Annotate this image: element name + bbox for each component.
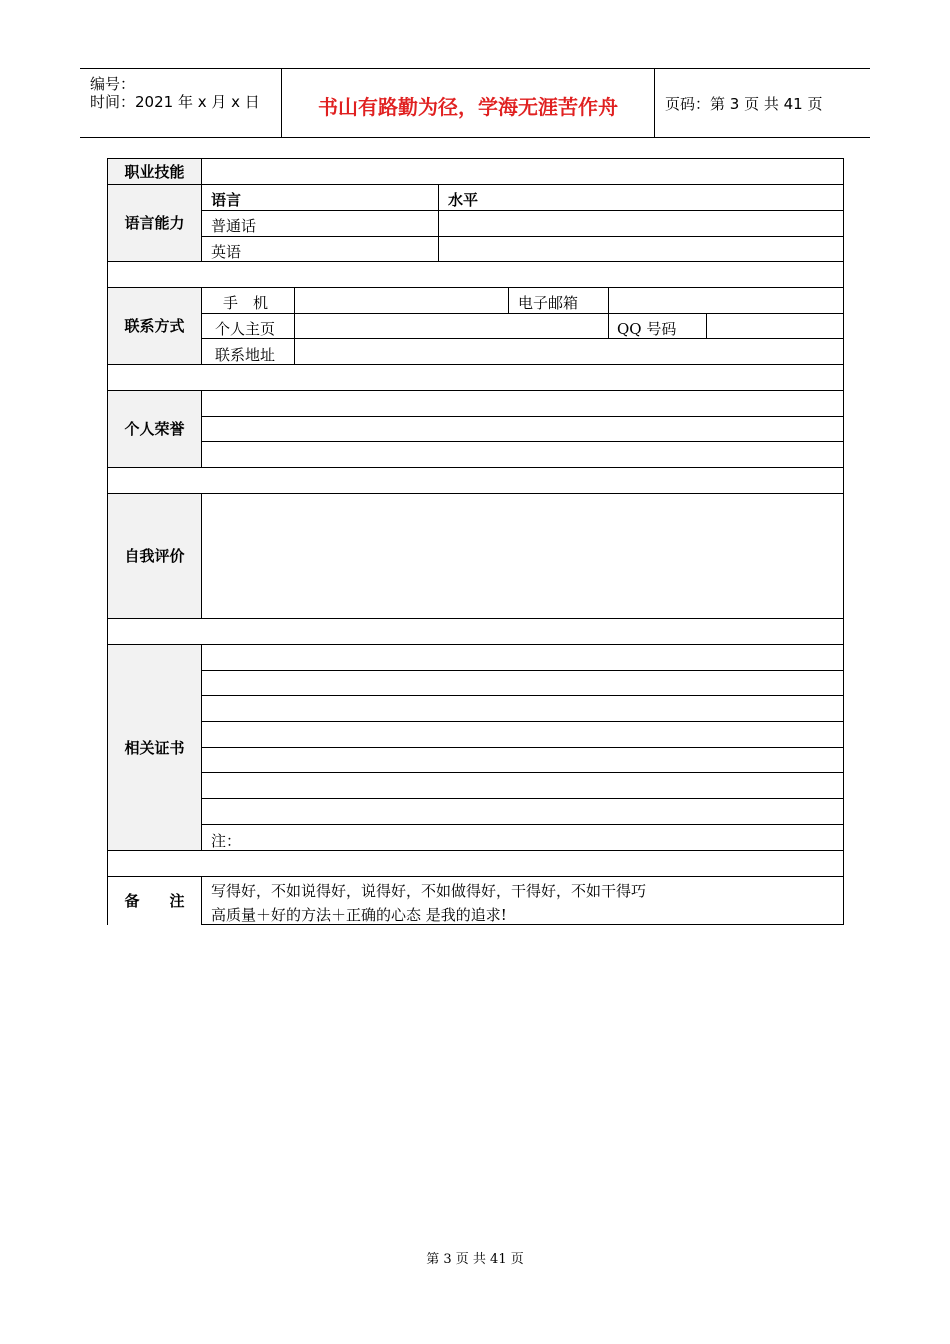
contact-address-label: 联系地址 <box>215 346 276 364</box>
remarks-line-2: 高质量＋好的方法＋正确的心态 是我的追求! <box>211 906 507 924</box>
header-info <box>80 69 282 137</box>
resume-form <box>107 158 844 925</box>
certs-label: 相关证书 <box>108 644 202 850</box>
number-label: 编号： <box>90 75 136 93</box>
contact-label: 联系方式 <box>108 287 202 364</box>
contact-email-label: 电子邮箱 <box>518 294 579 312</box>
language-english: 英语 <box>211 243 242 261</box>
page-header <box>80 68 870 138</box>
self-eval-label: 自我评价 <box>108 493 202 618</box>
contact-homepage-label: 个人主页 <box>215 320 276 338</box>
page-info: 页码：第 3 页 共 41 页 <box>665 95 823 113</box>
header-page <box>655 69 870 137</box>
page-footer: 第 3 页 共 41 页 <box>426 1252 524 1267</box>
date-label: 时间：2021 年 x 月 x 日 <box>90 93 260 111</box>
level-col-header: 水平 <box>448 191 479 209</box>
remarks-line-1: 写得好，不如说得好，说得好，不如做得好，干得好，不如干得巧 <box>211 882 647 900</box>
language-label: 语言能力 <box>108 184 202 261</box>
language-mandarin: 普通话 <box>211 217 257 235</box>
contact-phone-label: 手 机 <box>223 294 269 312</box>
header-motto <box>282 69 655 137</box>
language-col-header: 语言 <box>211 191 242 209</box>
honors-label: 个人荣誉 <box>108 390 202 467</box>
remarks-label: 备 注 <box>108 876 202 925</box>
skills-label: 职业技能 <box>108 159 202 184</box>
motto-text: 书山有路勤为径，学海无涯苦作舟 <box>318 95 618 119</box>
contact-qq-label: QQ 号码 <box>617 320 677 338</box>
certs-note: 注： <box>211 832 242 850</box>
